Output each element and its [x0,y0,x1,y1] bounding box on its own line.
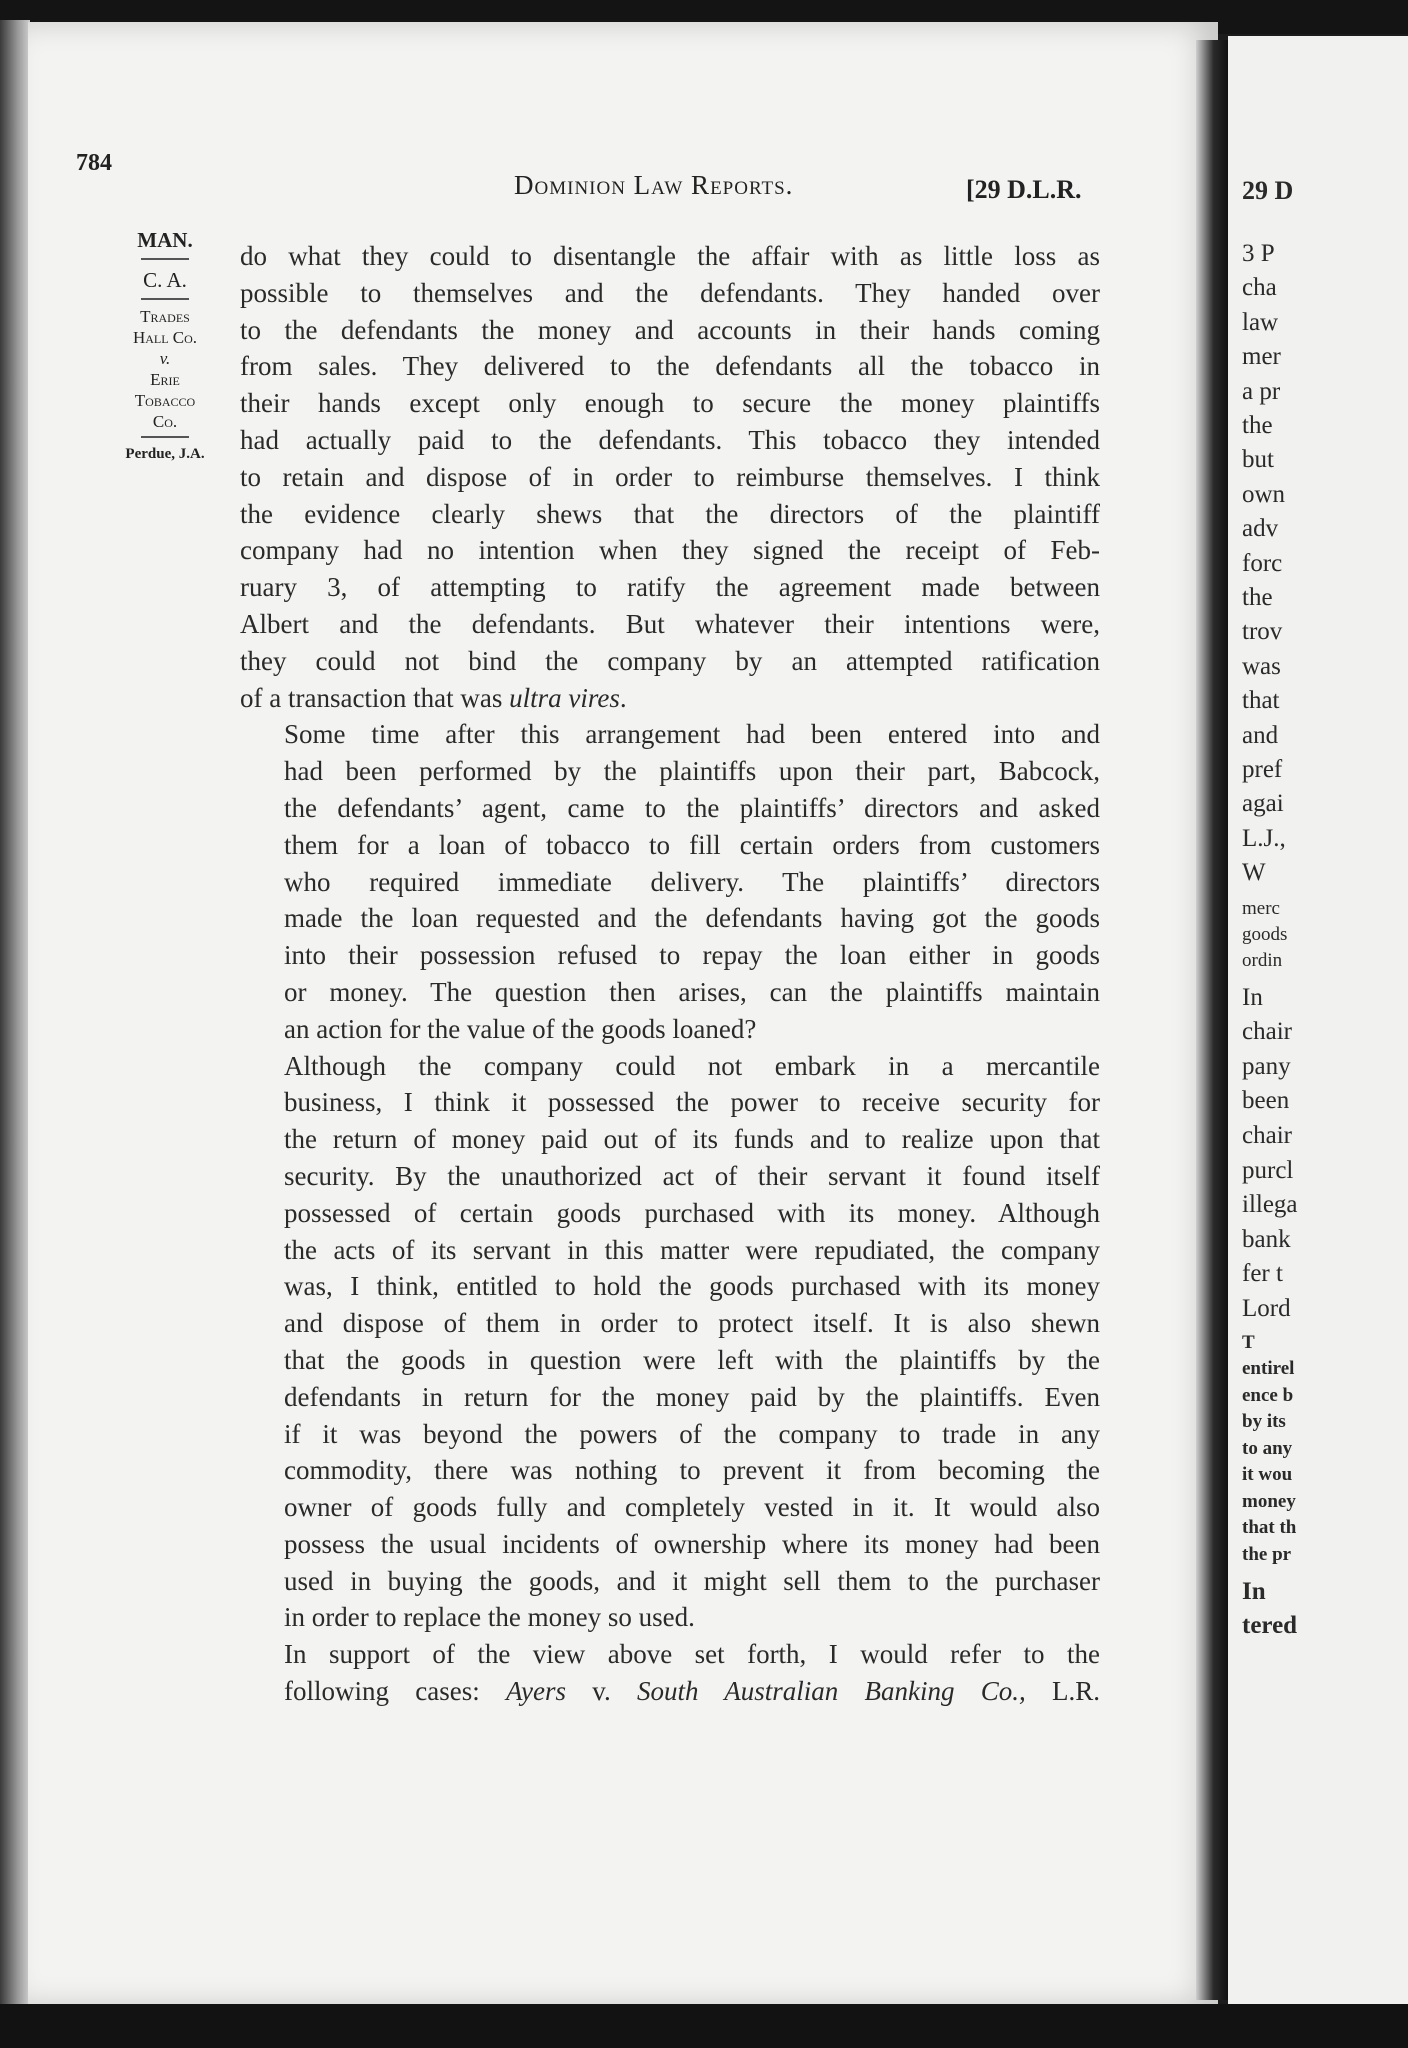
text-line: to retain and dispose of in order to reimburse themselves. I think [240,461,1100,492]
marginal-notes [100,226,230,464]
right-page-line: that [1242,687,1280,715]
text-line: in order to replace the money so used. [284,1602,695,1633]
text-line: possess the usual incidents of ownership where its money had been [284,1528,1100,1559]
right-page-line: the [1242,584,1273,611]
italic-term: ultra vires [509,682,620,713]
text-line: they could not bind the company by an attempted ratification [240,645,1100,676]
text-line: from sales. They delivered to the defendants all the tobacco in [240,351,1100,382]
text-line: possible to themselves and the defendants. They handed over [240,277,1100,308]
right-page-line: pref [1242,756,1283,783]
text-line: them for a loan of tobacco to fill certain orders from customers [284,829,1100,860]
right-page-line: In [1242,983,1263,1011]
right-page-line: purcl [1242,1156,1294,1184]
right-page-footnote-line: it wou [1242,1464,1293,1486]
running-title: Dominion Law Reports. [514,170,794,200]
right-page-footnote-line: the pr [1242,1543,1292,1565]
text-line: and dispose of them in order to protect itself. It is also shewn [284,1308,1100,1339]
paragraph [240,1636,1100,1710]
text-line: an action for the value of the goods loaned? [284,1013,757,1044]
right-page-footnote-line: money [1242,1490,1296,1512]
text-run: following cases: [284,1676,506,1707]
text-line: the defendants’ agent, came to the plaintiffs’ directors and asked [284,792,1100,823]
text-line: who required immediate delivery. The plaintiffs’ directors [284,866,1100,897]
text-line: into their possession refused to repay the loan either in goods [284,940,1100,971]
right-page-footnote-line: that th [1242,1517,1297,1539]
text-line: In support of the view above set forth, I would refer to the [284,1639,1100,1670]
text-line: Albert and the defendants. But whatever their intentions were, [240,608,1100,639]
margin-case-line: Trades [140,307,190,326]
right-page-line: cha [1242,274,1277,302]
volume-reference: [29 D.L.R. [966,175,1082,204]
text-line: owner of goods fully and completely vested in it. It would also [284,1492,1100,1523]
text-line: was, I think, entitled to hold the goods purchased with its money [284,1271,1100,1302]
text-line: had been performed by the plaintiffs upon their part, Babcock, [284,756,1100,787]
right-page-line: and [1242,721,1279,749]
right-page-header: 29 D [1242,176,1294,205]
right-page-footnote-line: to any [1242,1437,1293,1459]
margin-case-line [100,348,230,369]
margin-case-line: Co. [152,412,178,431]
text-line: Some time after this arrangement had been entered into and [284,719,1100,750]
case-name: South Australian Banking Co., [636,1676,1026,1707]
right-page-line: bank [1242,1225,1291,1253]
text-line: to the defendants the money and accounts in their hands coming [240,314,1100,345]
case-name: Ayers [505,1676,566,1707]
right-page-line: adv [1242,515,1279,543]
right-page-line: trov [1242,618,1283,646]
right-page-line: been [1242,1087,1290,1115]
right-page-line: own [1242,480,1286,508]
text-line: ruary 3, of attempting to ratify the agreement made between [240,572,1100,603]
text-line: business, I think it possessed the power to receive security for [284,1087,1100,1118]
right-page-line: a pr [1242,377,1281,405]
margin-case-v: v. [159,349,171,368]
right-page-line: the [1242,412,1273,439]
text-line: their hands except only enough to secure the money plaintiffs [240,388,1100,419]
right-page-line: law [1242,308,1279,336]
paragraph [240,1048,1100,1637]
text-line: Although the company could not embark in a mercantile [284,1050,1100,1081]
scan-bottom-border [0,2004,1408,2048]
right-page-footnote-line: T [1242,1331,1255,1353]
text-line: the return of money paid out of its funds and to realize upon that [284,1124,1100,1155]
text-line: made the loan requested and the defendants having got the goods [284,903,1100,934]
citation-line [240,1673,1100,1710]
text-line: possessed of certain goods purchased with its money. Although [284,1197,1100,1228]
right-page-footnote-line: merc [1242,897,1280,919]
right-page-line: 3 P [1242,240,1275,267]
text-line [240,680,1100,717]
right-page-line: W [1242,859,1266,887]
margin-court: C. A. [143,268,187,292]
text-line: commodity, there was nothing to prevent it from becoming the [284,1455,1100,1486]
right-page-line: mer [1242,343,1281,371]
text-line: had actually paid to the defendants. This tobacco they intended [240,424,1100,455]
book-edge-left [0,20,30,2010]
right-page-footnote-line: ordin [1242,949,1283,971]
right-page-line: Lord [1242,1295,1291,1322]
text-line: company had no intention when they signed the receipt of Feb- [240,535,1100,566]
margin-case-line: Erie [150,370,180,389]
text-run: of a transaction that was [240,682,510,713]
right-page-footnote-line: ence b [1242,1384,1294,1406]
text-line: the evidence clearly shews that the directors of the plaintiff [240,498,1100,529]
right-page-line: chair [1242,1122,1292,1149]
text-run: L.R. [1025,1676,1100,1707]
text-line: do what they could to disentangle the affair with as little loss as [240,241,1100,271]
text-line: the acts of its servant in this matter were repudiated, the company [284,1234,1100,1265]
text-run: v. [565,1676,637,1707]
margin-case-line: Tobacco [134,391,196,410]
margin-rule [141,258,189,260]
right-page-line: tered [1242,1612,1298,1640]
right-page-line: forc [1242,549,1283,577]
text-line: that the goods in question were left with the plaintiffs by the [284,1344,1100,1375]
right-page-line: was [1242,652,1281,680]
page-number: 784 [76,150,112,176]
right-page-footnote-line: entirel [1242,1358,1295,1380]
right-page-line: agai [1242,790,1284,818]
paragraph [240,716,1100,1047]
right-page-fragment [1228,36,1408,2006]
text-line: or money. The question then arises, can the plaintiffs maintain [284,976,1100,1007]
right-page-line: chair [1242,1018,1292,1046]
text-line: if it was beyond the powers of the company to trade in any [284,1418,1100,1449]
margin-province: MAN. [137,228,193,252]
margin-judge: Perdue, J.A. [125,446,205,462]
text-line: used in buying the goods, and it might sell them to the purchaser [284,1565,1100,1596]
margin-rule [141,436,189,438]
text-run: . [619,682,627,713]
right-page-line: L.J., [1242,824,1286,852]
body-text [240,238,1100,1710]
text-line: security. By the unauthorized act of their servant it found itself [284,1160,1100,1191]
right-page-line: illega [1242,1191,1298,1219]
right-page-footnote-line: by its [1242,1411,1286,1433]
right-page-line: fer t [1242,1260,1283,1288]
right-page-line: pany [1242,1052,1291,1080]
right-page-line: but [1242,446,1274,474]
right-page-footnote-line: goods [1242,923,1288,945]
paragraph [240,238,1100,716]
text-line: defendants in return for the money paid by the plaintiffs. Even [284,1381,1100,1412]
margin-case-line: Hall Co. [132,328,198,347]
margin-rule [141,298,189,300]
right-page-line: In [1242,1578,1266,1606]
book-gutter [1196,40,1228,2000]
